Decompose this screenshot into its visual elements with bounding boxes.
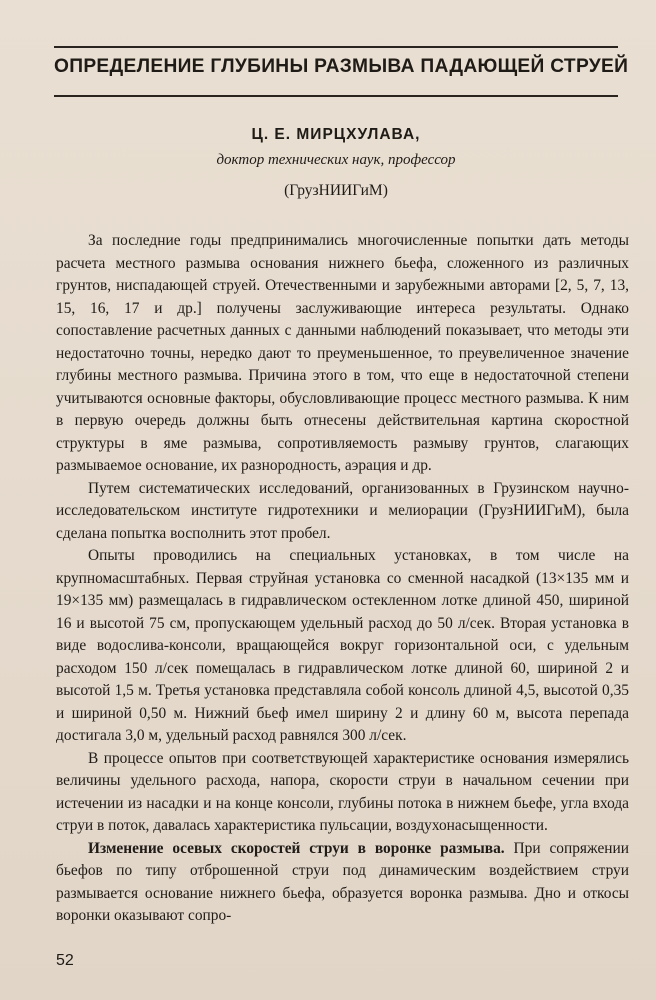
author-institute: (ГрузНИИГиМ) <box>284 182 388 199</box>
section-text: При сопряжении бьефов по типу отброшенной струи под динамическим воздействием струи размывается основание нижнего бьефа, образуется воронка размыва. Дно и откосы воронки оказывают сопро- <box>56 839 629 924</box>
author-name: Ц. Е. МИРЦХУЛАВА, <box>251 126 421 143</box>
section-heading: Изменение осевых скоростей струи в воронке размыва. <box>88 839 505 857</box>
paragraph-research: Путем систематических исследований, организованных в Грузинском научно-исследовательском институте гидротехники и мелиорации (ГрузНИИГиМ), была сделана попытка восполнить этот пробел. <box>56 479 629 542</box>
paragraph-section <box>56 838 629 928</box>
article-body <box>56 230 629 928</box>
article-title: ОПРЕДЕЛЕНИЕ ГЛУБИНЫ РАЗМЫВА ПАДАЮЩЕЙ СТРУЕЙ <box>54 56 629 77</box>
paragraph-measurements: В процессе опытов при соответствующей характеристике основания измерялись величины удельного расхода, напора, скорости струи в начальном сечении при истечении из насадки и на конце консоли, глубины потока в нижнем бьефе, угла входа струи в поток, давалась характеристика пульсации, воздухонасыщенности. <box>56 749 629 834</box>
paragraph-intro: За последние годы предпринимались многочисленные попытки дать методы расчета местного размыва основания нижнего бьефа, сложенного из различных грунтов, ниспадающей струей. Отечественными и зарубежными авторами [2, 5, 7, 13, 15, 16, 17 и др.] получены заслуживающие интереса результаты. Однако сопоставление расчетных данных с данными наблюдений показывает, что методы эти недостаточно точны, нередко дают то преуменьшенное, то преувеличенное значение глубины местного размыва. Причина этого в том, что еще в недостаточной степени учитываются основные факторы, обусловливающие процесс местного размыва. К ним в первую очередь должны быть отнесены действительная картина скоростной структуры в яме размыва, сопротивляемость размыву грунтов, слагающих размываемое основание, их разнородность, аэрация и др. <box>56 232 629 474</box>
title-rule-bottom <box>54 95 618 97</box>
title-rule-top <box>54 46 618 48</box>
author-degree: доктор технических наук, профессор <box>216 152 456 168</box>
paragraph-experiments: Опыты проводились на специальных установках, в том числе на крупномасштабных. Первая струйная установка со сменной насадкой (13×135 мм и 19×135 мм) размещалась в гидравлическом остекленном лотке длиной 450, шириной 16 и высотой 75 см, пропускающем удельный расход до 50 л/сек. Вторая установка в виде водослива-консоли, вращающейся вокруг горизонтальной оси, с удельным расходом 150 л/сек помещалась в гидравлическом лотке длиной 60, шириной 2 и высотой 1,5 м. Третья установка представляла собой консоль длиной 4,5, высотой 0,35 и шириной 0,50 м. Нижний бьеф имел ширину 2 и длину 60 м, высота перепада достигала 3,0 м, удельный расход равнялся 300 л/сек. <box>56 547 629 744</box>
page-number: 52 <box>56 952 74 969</box>
